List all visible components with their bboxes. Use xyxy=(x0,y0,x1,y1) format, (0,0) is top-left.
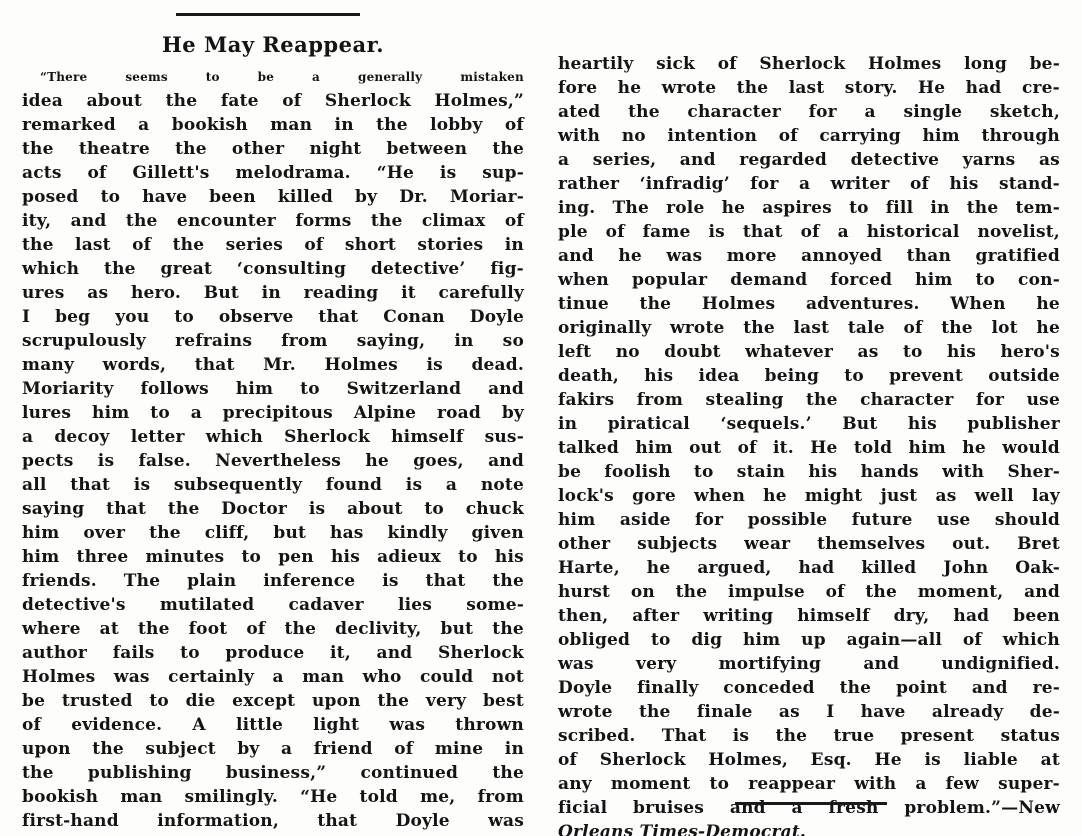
text-line: Holmes was certainly a man who could not xyxy=(22,667,524,687)
text-line: with no intention of carrying him through xyxy=(558,126,1060,146)
text-line: detective's mutilated cadaver lies some- xyxy=(22,595,524,615)
text-line: a series, and regarded detective yarns as xyxy=(558,150,1060,170)
text-line: be trusted to die except upon the very best xyxy=(22,691,524,711)
bottom-rule xyxy=(735,802,887,805)
text-line: ficial bruises and a fresh problem.”—New xyxy=(558,798,1060,818)
text-line: upon the subject by a friend of mine in xyxy=(22,739,524,759)
headline: He May Reappear. xyxy=(161,32,385,57)
text-line: fore he wrote the last story. He had cre- xyxy=(558,78,1060,98)
text-line: death, his idea being to prevent outside xyxy=(558,366,1060,386)
text-line: idea about the fate of Sherlock Holmes,” xyxy=(22,91,524,111)
text-line: be foolish to stain his hands with Sher- xyxy=(558,462,1060,482)
text-line: the publishing business,” continued the xyxy=(22,763,524,783)
text-line: in piratical ‘sequels.’ But his publisher xyxy=(558,414,1060,434)
text-line: “There seems to be a generally mistaken xyxy=(40,70,524,84)
text-line: any moment to reappear with a few super- xyxy=(558,774,1060,794)
text-line: ity, and the encounter forms the climax of xyxy=(22,211,524,231)
text-line: scribed. That is the true present status xyxy=(558,726,1060,746)
text-line: him over the cliff, but has kindly given xyxy=(22,523,524,543)
text-line: ated the character for a single sketch, xyxy=(558,102,1060,122)
text-line: heartily sick of Sherlock Holmes long be- xyxy=(558,54,1060,74)
text-line: I beg you to observe that Conan Doyle xyxy=(22,307,524,327)
text-line: fakirs from stealing the character for use xyxy=(558,390,1060,410)
text-line: other subjects wear themselves out. Bret xyxy=(558,534,1060,554)
text-line: hurst on the impulse of the moment, and xyxy=(558,582,1060,602)
text-line: many words, that Mr. Holmes is dead. xyxy=(22,355,524,375)
text-line: then, after writing himself dry, had been xyxy=(558,606,1060,626)
text-line: and he was more annoyed than gratified xyxy=(558,246,1060,266)
text-line: Doyle finally conceded the point and re- xyxy=(558,678,1060,698)
text-line: scrupulously refrains from saying, in so xyxy=(22,331,524,351)
text-line: talked him out of it. He told him he would xyxy=(558,438,1060,458)
top-rule xyxy=(176,13,360,16)
text-line: lures him to a precipitous Alpine road by xyxy=(22,403,524,423)
text-line: tinue the Holmes adventures. When he xyxy=(558,294,1060,314)
text-line: wrote the finale as I have already de- xyxy=(558,702,1060,722)
text-line: the last of the series of short stories in xyxy=(22,235,524,255)
text-line: him aside for possible future use should xyxy=(558,510,1060,530)
text-line: was very mortifying and undignified. xyxy=(558,654,1060,674)
text-line: of Sherlock Holmes, Esq. He is liable at xyxy=(558,750,1060,770)
text-line: left no doubt whatever as to his hero's xyxy=(558,342,1060,362)
text-line: saying that the Doctor is about to chuck xyxy=(22,499,524,519)
text-line: Moriarity follows him to Switzerland and xyxy=(22,379,524,399)
text-line: rather ‘infradig’ for a writer of his stand- xyxy=(558,174,1060,194)
text-line: which the great ‘consulting detective’ fig- xyxy=(22,259,524,279)
text-line: author fails to produce it, and Sherlock xyxy=(22,643,524,663)
text-line: posed to have been killed by Dr. Moriar- xyxy=(22,187,524,207)
text-line: the theatre the other night between the xyxy=(22,139,524,159)
text-line: when popular demand forced him to con- xyxy=(558,270,1060,290)
text-line: remarked a bookish man in the lobby of xyxy=(22,115,524,135)
text-line: a decoy letter which Sherlock himself sus- xyxy=(22,427,524,447)
text-line: him three minutes to pen his adieux to his xyxy=(22,547,524,567)
text-line: lock's gore when he might just as well lay xyxy=(558,486,1060,506)
text-line: bookish man smilingly. “He told me, from xyxy=(22,787,524,807)
text-line: originally wrote the last tale of the lot he xyxy=(558,318,1060,338)
text-line: first-hand information, that Doyle was xyxy=(22,811,524,831)
source-credit: Orleans Times-Democrat. xyxy=(558,822,807,836)
text-line: pects is false. Nevertheless he goes, and xyxy=(22,451,524,471)
text-line: of evidence. A little light was thrown xyxy=(22,715,524,735)
text-line: acts of Gillett's melodrama. “He is sup- xyxy=(22,163,524,183)
text-line: all that is subsequently found is a note xyxy=(22,475,524,495)
text-line: ing. The role he aspires to fill in the tem- xyxy=(558,198,1060,218)
text-line: friends. The plain inference is that the xyxy=(22,571,524,591)
text-line: ple of fame is that of a historical novelist, xyxy=(558,222,1060,242)
text-line: obliged to dig him up again—all of which xyxy=(558,630,1060,650)
text-line: ures as hero. But in reading it carefully xyxy=(22,283,524,303)
text-line: Harte, he argued, had killed John Oak- xyxy=(558,558,1060,578)
text-line: where at the foot of the declivity, but the xyxy=(22,619,524,639)
